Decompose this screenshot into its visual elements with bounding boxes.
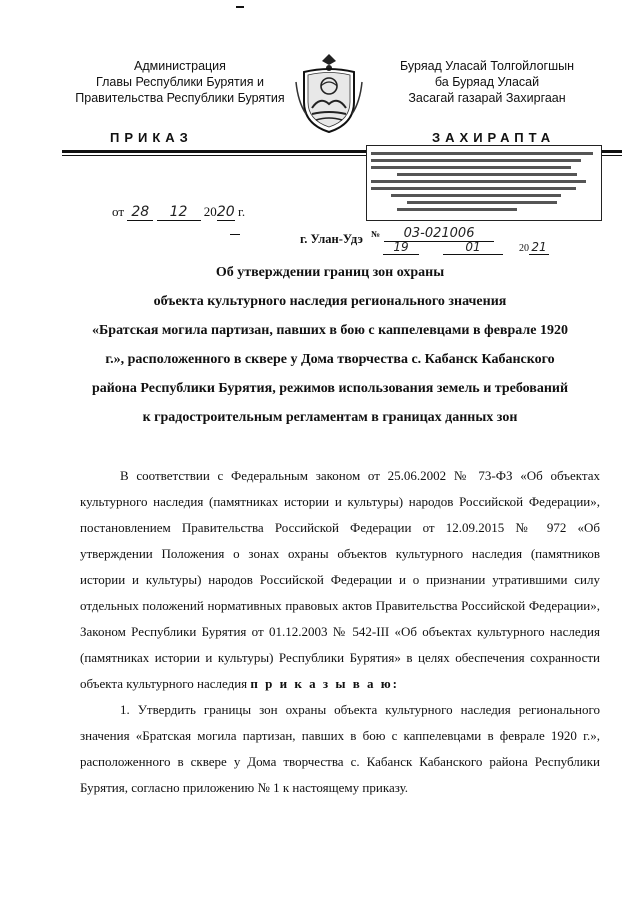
header-left-line: Правительства Республики Бурятия — [75, 91, 285, 105]
header-left — [60, 58, 300, 106]
date-suffix: г. — [238, 204, 246, 219]
paragraph-item-1: 1. Утвердить границы зон охраны объекта культурного наследия регионального значения «Братская могила партизан, павших в бою с каппелевцами в феврале 1920 г.», расположенного в сквере у Дома творчества с. Кабанск Кабанского района Республики Бурятия, согласно приложению № 1 к настоящему приказу. — [80, 702, 600, 795]
paragraph-text: В соответствии с Федеральным законом от 25.06.2002 № 73-ФЗ «Об объектах культурного наследия (памятниках истории и культуры) народов Российской Федерации», постановлением Правительства Российской Федерации от 12.09.2015 № 972 «Об утверждении Положения о зонах охраны объектов культурного наследия (памятников истории и культуры) народов Российской Федерации и о признании утратившими силу отдельных положений нормативных правовых актов Правительства Российской Федерации», Законом Республики Бурятия от 01.12.2003 № 542-III «Об объектах культурного наследия (памятниках истории и культуры) Республики Бурятия» в целях обеспечения сохранности объекта культурного наследия — [80, 468, 600, 691]
date-prefix: от — [112, 204, 125, 219]
city-name: г. Улан-Удэ — [300, 232, 363, 246]
header-right — [372, 58, 602, 106]
header-right-line: ба Буряад Уласай — [434, 75, 540, 89]
title-line: района Республики Бурятия, режимов использования земель и требований — [91, 381, 569, 396]
coat-of-arms-icon — [292, 52, 366, 134]
document-date — [112, 204, 245, 221]
scan-mark — [236, 6, 244, 8]
dash-mark — [230, 234, 240, 235]
title-line: Об утверждении границ зон охраны — [215, 265, 445, 280]
paragraph-preamble — [80, 463, 600, 697]
document-body — [80, 463, 600, 801]
registration-number-block — [371, 224, 601, 252]
doc-type-ru: ПРИКАЗ — [110, 130, 193, 145]
header-right-line: Засагай газарай Захиргаан — [408, 91, 566, 105]
reg-day: 19 — [383, 240, 419, 255]
date-day: 28 — [127, 204, 153, 221]
date-year: 20 — [216, 204, 235, 220]
header-left-line: Администрация — [134, 59, 226, 73]
reg-year: 21 — [529, 240, 549, 255]
reg-year-prefix: 20 — [519, 243, 529, 254]
header-right-line: Буряад Уласай Толгойлогшын — [399, 59, 575, 73]
doc-type-bur: ЗАХИРАПТА — [432, 130, 556, 145]
title-line: объекта культурного наследия регионального значения — [153, 294, 507, 309]
reg-number: 03-021006 — [384, 226, 494, 242]
document-title — [60, 258, 600, 432]
registration-stamp — [366, 145, 602, 221]
title-line: к градостроительным регламентам в границах данных зон — [142, 410, 518, 425]
header-left-line: Главы Республики Бурятия и — [96, 75, 264, 89]
title-line: «Братская могила партизан, павших в бою с каппелевцами в феврале 1920 — [92, 323, 568, 338]
reg-no-label: № — [371, 229, 381, 239]
date-month: 12 — [157, 204, 201, 221]
title-line: г.», расположенного в сквере у Дома творчества с. Кабанск Кабанского — [105, 352, 555, 367]
reg-month: 01 — [443, 240, 503, 255]
order-keyword: п р и к а з ы в а ю: — [250, 676, 399, 691]
date-year-prefix: 20 — [203, 204, 217, 219]
